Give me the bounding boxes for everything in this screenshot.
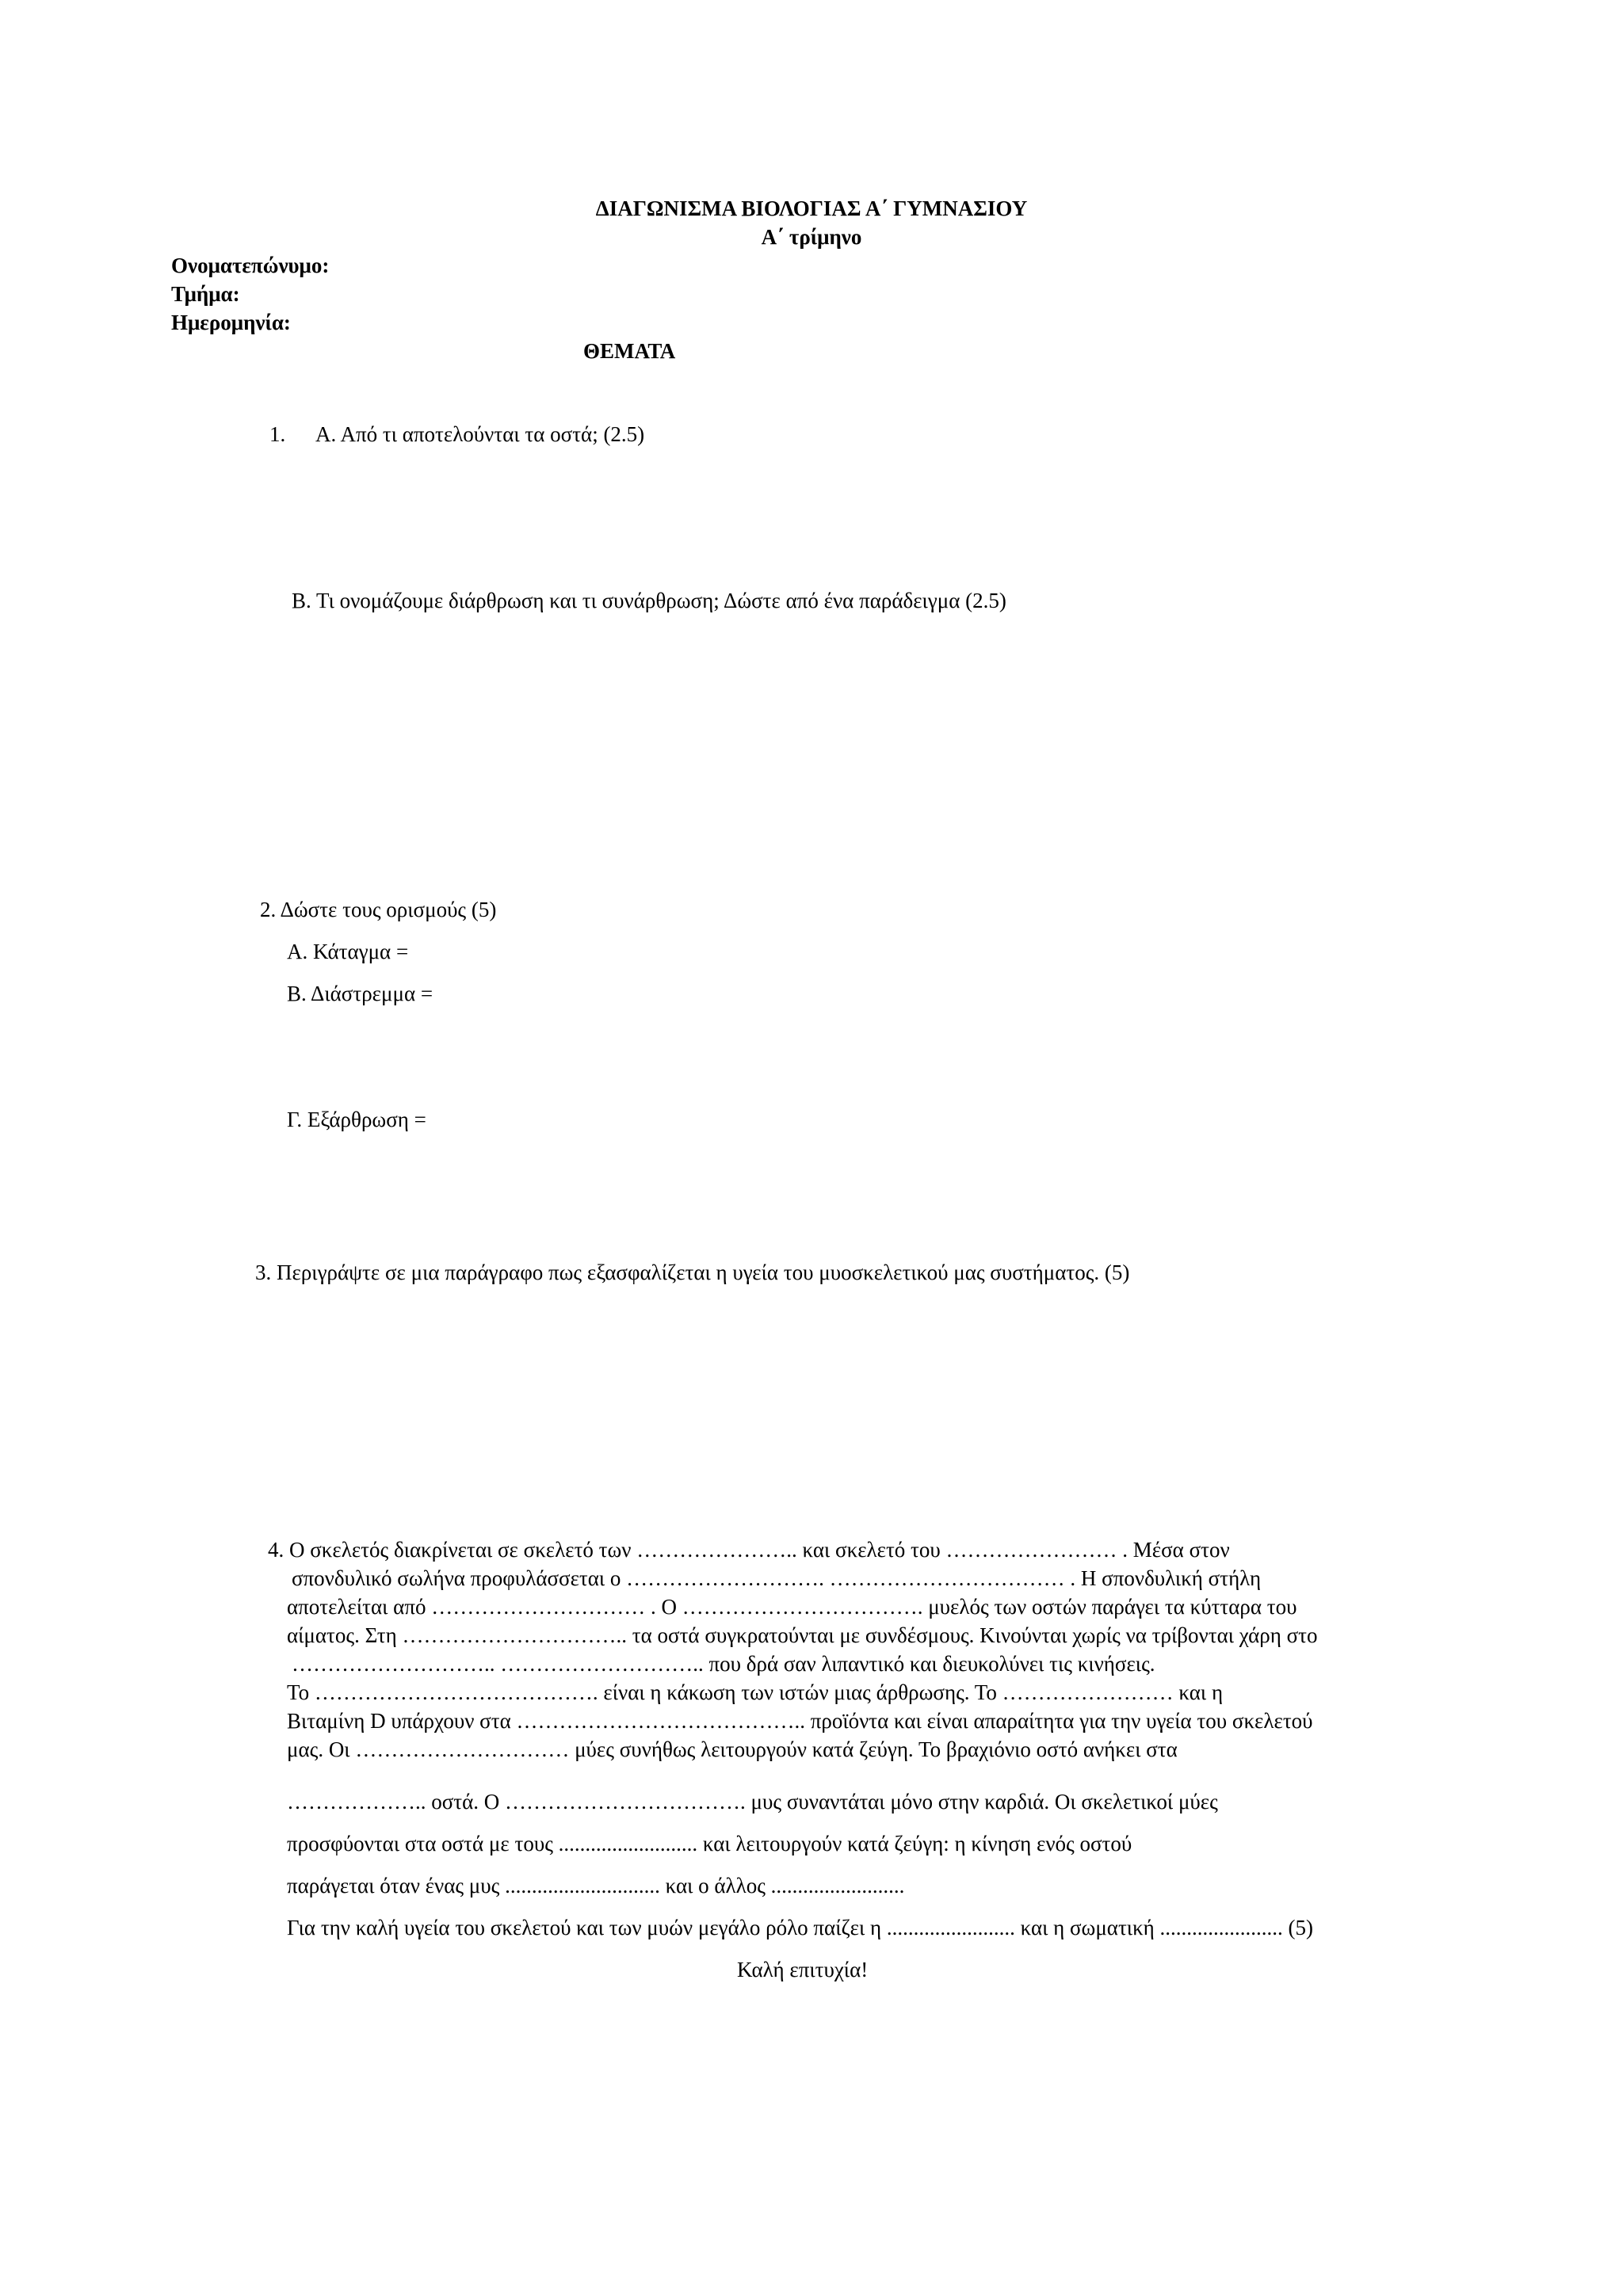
class-label: Τμήμα: <box>171 282 240 306</box>
closing-message: Καλή επιτυχία! <box>737 1958 869 1981</box>
question-4-line: προσφύονται στα οστά με τους .......................... και λειτουργούν κατά ζεύγη: η κίνηση ενός οστού <box>287 1832 1132 1855</box>
date-label: Ημερομηνία: <box>171 311 291 334</box>
question-2-item-a: Α. Κάταγμα = <box>287 940 409 963</box>
exam-subtitle: Α΄ τρίμηνο <box>761 225 862 249</box>
exam-title: ΔΙΑΓΩΝΙΣΜΑ ΒΙΟΛΟΓΙΑΣ Α΄ ΓΥΜΝΑΣΙΟΥ <box>595 196 1028 220</box>
question-4-line: αίματος. Στη ………………………….. τα οστά συγκρατούνται με συνδέσμους. Κινούνται χωρίς να τρίβονται χάρη στο <box>287 1623 1318 1647</box>
question-4-line: παράγεται όταν ένας μυς ............................. και ο άλλος ......................... <box>287 1874 905 1897</box>
question-4-line: ……………….. οστά. Ο ……………………………. μυς συναντάται μόνο στην καρδιά. Οι σκελετικοί μύες <box>287 1790 1218 1814</box>
question-4-line: 4. Ο σκελετός διακρίνεται σε σκελετό των ………………….. και σκελετό του …………………… . Μέσα στον <box>268 1538 1230 1562</box>
question-1-part-a: Α. Από τι αποτελούνται τα οστά; (2.5) <box>315 422 645 446</box>
question-1-part-b: Β. Τι ονομάζουμε διάρθρωση και τι συνάρθρωση; Δώστε από ένα παράδειγμα (2.5) <box>292 589 1006 612</box>
question-4-line: Το …………………………………. είναι η κάκωση των ιστών μιας άρθρωσης. Το …………………… και η <box>287 1680 1224 1704</box>
question-2-item-b: Β. Διάστρεμμα = <box>287 982 433 1005</box>
question-4-line: ……………………….. ……………………….. που δρά σαν λιπαντικό και διευκολύνει τις κινήσεις. <box>292 1652 1155 1676</box>
question-3-prompt: 3. Περιγράψτε σε μια παράγραφο πως εξασφαλίζεται η υγεία του μυοσκελετικού μας συστήματος. (5) <box>255 1261 1130 1284</box>
section-title: ΘΕΜΑΤΑ <box>583 339 676 363</box>
question-2-item-c: Γ. Εξάρθρωση = <box>287 1108 426 1131</box>
question-2-prompt: 2. Δώστε τους ορισμούς (5) <box>260 898 497 921</box>
question-4-line: Για την καλή υγεία του σκελετού και των μυών μεγάλο ρόλο παίζει η ........................ και η σωματική ....................... (5) <box>287 1916 1314 1939</box>
question-1-number: 1. <box>269 422 286 446</box>
student-name-label: Ονοματεπώνυμο: <box>171 254 330 277</box>
question-4-line: μας. Οι ………………………… μύες συνήθως λειτουργούν κατά ζεύγη. Το βραχιόνιο οστό ανήκει στα <box>287 1737 1178 1761</box>
question-4-line: Βιταμίνη D υπάρχουν στα ………………………………….. προϊόντα και είναι απαραίτητα για την υγεία του σκελετού <box>287 1709 1313 1733</box>
question-4-line: αποτελείται από ………………………… . Ο ……………………………. μυελός των οστών παράγει τα κύτταρα του <box>287 1595 1297 1619</box>
question-4-line: σπονδυλικό σωλήνα προφυλάσσεται ο ………………………. …………………………… . Η σπονδυλική στήλη <box>292 1566 1262 1590</box>
